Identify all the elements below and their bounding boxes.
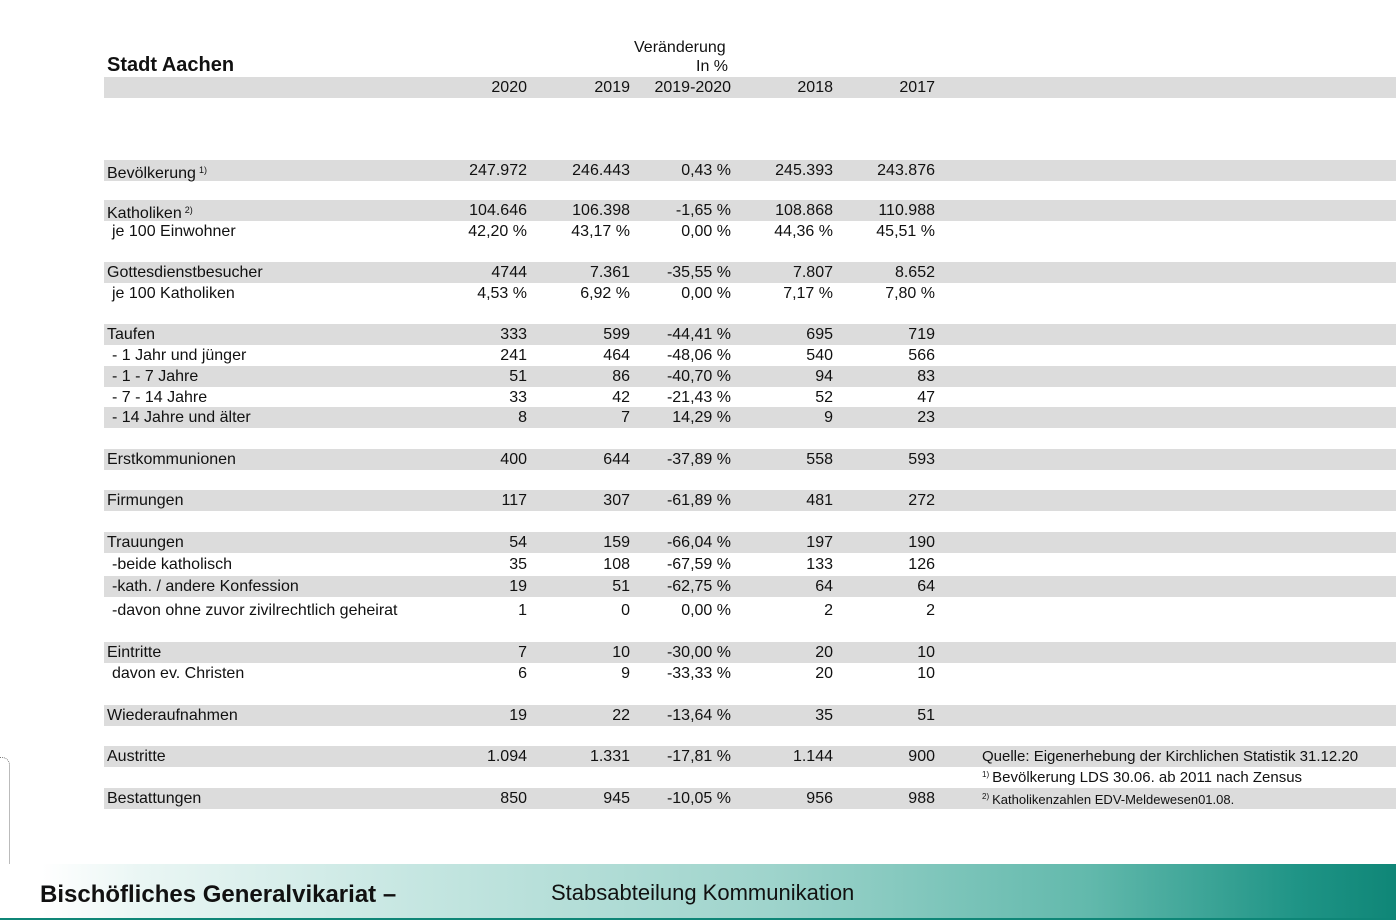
value-2017: 988: [908, 790, 935, 807]
table-row: [104, 160, 1396, 181]
value-change: -17,81 %: [666, 748, 731, 765]
value-2020: 1: [518, 602, 527, 619]
value-2017: 10: [917, 644, 935, 661]
value-2020: 8: [518, 409, 527, 426]
table-row: [104, 600, 1396, 621]
footnote-1: [982, 769, 1302, 786]
value-2017: 7,80 %: [885, 285, 935, 302]
value-2019: 599: [603, 326, 630, 343]
value-change: -33,33 %: [666, 665, 731, 682]
value-2019: 10: [612, 644, 630, 661]
value-change: -37,89 %: [666, 451, 731, 468]
value-2020: 1.094: [486, 748, 527, 765]
value-2018: 9: [824, 409, 833, 426]
value-2019: 7.361: [589, 264, 630, 281]
value-2020: 54: [509, 534, 527, 551]
row-label-text: Wiederaufnahmen: [107, 707, 238, 724]
row-label-text: - 1 - 7 Jahre: [112, 368, 199, 385]
row-label: [112, 576, 299, 597]
footnote-1-mark: 1): [982, 770, 990, 779]
table-row: [104, 663, 1396, 684]
change-header-line1: Veränderung: [634, 39, 726, 56]
value-2019: 1.331: [589, 748, 630, 765]
value-2018: 94: [815, 368, 833, 385]
value-2019: 307: [603, 492, 630, 509]
value-2020: 117: [501, 492, 527, 509]
value-2018: 20: [815, 644, 833, 661]
value-2020: 247.972: [469, 162, 527, 179]
value-2019: 9: [621, 665, 630, 682]
table-row: [104, 221, 1396, 242]
value-2017: 190: [908, 534, 935, 551]
value-2019: 464: [603, 347, 630, 364]
column-header-2018: 2018: [797, 79, 833, 96]
value-change: 14,29 %: [672, 409, 731, 426]
table-row: [104, 705, 1396, 726]
row-label-text: je 100 Einwohner: [112, 223, 236, 240]
value-2017: 900: [908, 748, 935, 765]
value-2019: 644: [603, 451, 630, 468]
table-row: [104, 262, 1396, 283]
value-2020: 4744: [491, 264, 527, 281]
row-label: [107, 324, 155, 345]
table-row: [104, 366, 1396, 387]
row-label-text: Taufen: [107, 326, 156, 343]
value-2017: 566: [908, 347, 935, 364]
row-label: [112, 663, 244, 684]
row-label-text: - 1 Jahr und jünger: [112, 347, 247, 364]
row-label: [112, 387, 207, 408]
value-2017: 10: [917, 665, 935, 682]
value-change: -21,43 %: [666, 389, 731, 406]
row-label: [112, 407, 251, 428]
value-2017: 243.876: [877, 162, 935, 179]
row-label: [107, 788, 201, 809]
value-2018: 558: [806, 451, 833, 468]
row-label-text: -kath. / andere Konfession: [112, 578, 299, 595]
column-header-2020: 2020: [491, 79, 527, 96]
row-label: [107, 705, 238, 726]
value-2017: 110.988: [878, 202, 935, 219]
value-2017: 45,51 %: [876, 223, 935, 240]
value-2019: 86: [612, 368, 630, 385]
value-2019: 7: [621, 409, 630, 426]
value-2020: 35: [509, 556, 527, 573]
value-2018: 35: [815, 707, 833, 724]
table-header-row: [104, 77, 1396, 98]
table-row: [104, 407, 1396, 428]
row-label: [112, 600, 397, 621]
row-label: [107, 160, 207, 181]
value-2017: 126: [908, 556, 935, 573]
value-2019: 159: [603, 534, 630, 551]
value-change: -30,00 %: [666, 644, 731, 661]
footer-organization: Bischöfliches Generalvikariat –: [40, 881, 397, 908]
row-label-text: davon ev. Christen: [112, 665, 245, 682]
row-label-text: Bevölkerung: [107, 165, 196, 182]
value-2017: 593: [908, 451, 935, 468]
row-label-text: Eintritte: [107, 644, 162, 661]
row-label: [112, 221, 236, 242]
value-2020: 19: [509, 707, 527, 724]
value-change: -44,41 %: [666, 326, 731, 343]
row-label-text: Bestattungen: [107, 790, 202, 807]
value-2017: 719: [908, 326, 935, 343]
value-2017: 83: [917, 368, 935, 385]
value-2019: 0: [621, 602, 630, 619]
row-label: [107, 200, 193, 221]
table-row: [104, 576, 1396, 597]
value-2019: 42: [612, 389, 630, 406]
row-label: [107, 532, 184, 553]
value-2018: 108.868: [775, 202, 833, 219]
value-2020: 333: [500, 326, 527, 343]
table-row: [104, 283, 1396, 304]
value-2020: 51: [509, 368, 527, 385]
row-label-text: Trauungen: [107, 534, 184, 551]
value-2020: 4,53 %: [477, 285, 527, 302]
value-2018: 695: [806, 326, 833, 343]
value-2017: 2: [926, 602, 935, 619]
value-change: -61,89 %: [666, 492, 731, 509]
table-row: [104, 642, 1396, 663]
value-2018: 133: [806, 556, 833, 573]
value-2019: 945: [603, 790, 630, 807]
value-change: -62,75 %: [666, 578, 731, 595]
value-2018: 956: [806, 790, 833, 807]
row-label-text: -beide katholisch: [112, 556, 233, 573]
table-row: [104, 200, 1396, 221]
value-change: -67,59 %: [666, 556, 731, 573]
footnote-2: [982, 792, 1234, 807]
value-change: 0,00 %: [681, 602, 731, 619]
table-row: [104, 449, 1396, 470]
value-change: -13,64 %: [666, 707, 731, 724]
value-change: -10,05 %: [666, 790, 731, 807]
row-label: [112, 345, 246, 366]
row-label: [112, 554, 232, 575]
value-change: 0,00 %: [681, 223, 731, 240]
value-2017: 8.652: [894, 264, 935, 281]
value-change: -1,65 %: [675, 202, 731, 219]
footnote-1-text: Bevölkerung LDS 30.06. ab 2011 nach Zensus: [992, 769, 1303, 786]
table-row: [104, 554, 1396, 575]
value-2018: 52: [815, 389, 833, 406]
footer-bar: [0, 864, 1396, 920]
column-header-change: 2019-2020: [654, 79, 731, 96]
value-change: -48,06 %: [666, 347, 731, 364]
row-label-text: - 7 - 14 Jahre: [112, 389, 208, 406]
value-2018: 197: [806, 534, 833, 551]
value-2019: 108: [603, 556, 630, 573]
value-2018: 1.144: [792, 748, 833, 765]
row-label-text: -davon ohne zuvor zivilrechtlich geheirat: [112, 602, 398, 619]
row-label: [107, 746, 166, 767]
row-label: [107, 262, 263, 283]
value-2017: 51: [917, 707, 935, 724]
column-header-2019: 2019: [594, 79, 630, 96]
row-label-text: - 14 Jahre und älter: [112, 409, 251, 426]
value-2020: 7: [518, 644, 527, 661]
value-2017: 64: [917, 578, 935, 595]
value-2020: 6: [518, 665, 527, 682]
row-label: [112, 366, 198, 387]
row-label: [112, 283, 235, 304]
row-label: [107, 490, 183, 511]
value-2018: 64: [815, 578, 833, 595]
footnote-2-text: Katholikenzahlen EDV-Meldewesen01.08.: [992, 792, 1235, 807]
change-header-line2: In %: [696, 58, 729, 75]
row-label-text: Katholiken: [107, 205, 182, 222]
value-2018: 245.393: [775, 162, 833, 179]
value-2019: 106.398: [572, 202, 630, 219]
row-label-text: Erstkommunionen: [107, 451, 236, 468]
value-2017: 47: [917, 389, 935, 406]
value-2018: 2: [824, 602, 833, 619]
column-header-2017: 2017: [899, 79, 935, 96]
page-title: Stadt Aachen: [107, 54, 235, 76]
table-row: [104, 532, 1396, 553]
value-2020: 241: [500, 347, 527, 364]
row-label-text: Austritte: [107, 748, 166, 765]
value-2020: 42,20 %: [468, 223, 527, 240]
value-change: 0,00 %: [681, 285, 731, 302]
row-label: [107, 642, 161, 663]
value-2020: 33: [509, 389, 527, 406]
value-2018: 540: [806, 347, 833, 364]
value-2020: 400: [500, 451, 527, 468]
footnote-marker: 2): [184, 205, 193, 215]
value-change: -35,55 %: [666, 264, 731, 281]
row-label-text: Firmungen: [107, 492, 184, 509]
value-change: -40,70 %: [666, 368, 731, 385]
table-row: [104, 345, 1396, 366]
footnote-2-mark: 2): [982, 792, 990, 801]
value-2019: 22: [612, 707, 630, 724]
value-2018: 44,36 %: [774, 223, 833, 240]
value-2020: 19: [509, 578, 527, 595]
value-2018: 7.807: [792, 264, 833, 281]
row-label: [107, 449, 236, 470]
value-2018: 7,17 %: [783, 285, 833, 302]
value-2019: 6,92 %: [580, 285, 630, 302]
value-change: 0,43 %: [681, 162, 731, 179]
value-change: -66,04 %: [666, 534, 731, 551]
value-2018: 20: [815, 665, 833, 682]
value-2019: 43,17 %: [571, 223, 630, 240]
value-2019: 51: [612, 578, 630, 595]
value-2020: 850: [500, 790, 527, 807]
value-2020: 104.646: [469, 202, 527, 219]
source-note: Quelle: Eigenerhebung der Kirchlichen Statistik 31.12.20: [982, 748, 1359, 765]
footer-department: Stabsabteilung Kommunikation: [551, 880, 855, 905]
value-2018: 481: [806, 492, 833, 509]
table-row: [104, 387, 1396, 408]
value-2017: 272: [908, 492, 935, 509]
row-label-text: Gottesdienstbesucher: [107, 264, 263, 281]
value-2019: 246.443: [572, 162, 630, 179]
footnote-marker: 1): [198, 165, 207, 175]
table-row: [104, 490, 1396, 511]
value-2017: 23: [917, 409, 935, 426]
table-row: [104, 324, 1396, 345]
row-label-text: je 100 Katholiken: [112, 285, 235, 302]
